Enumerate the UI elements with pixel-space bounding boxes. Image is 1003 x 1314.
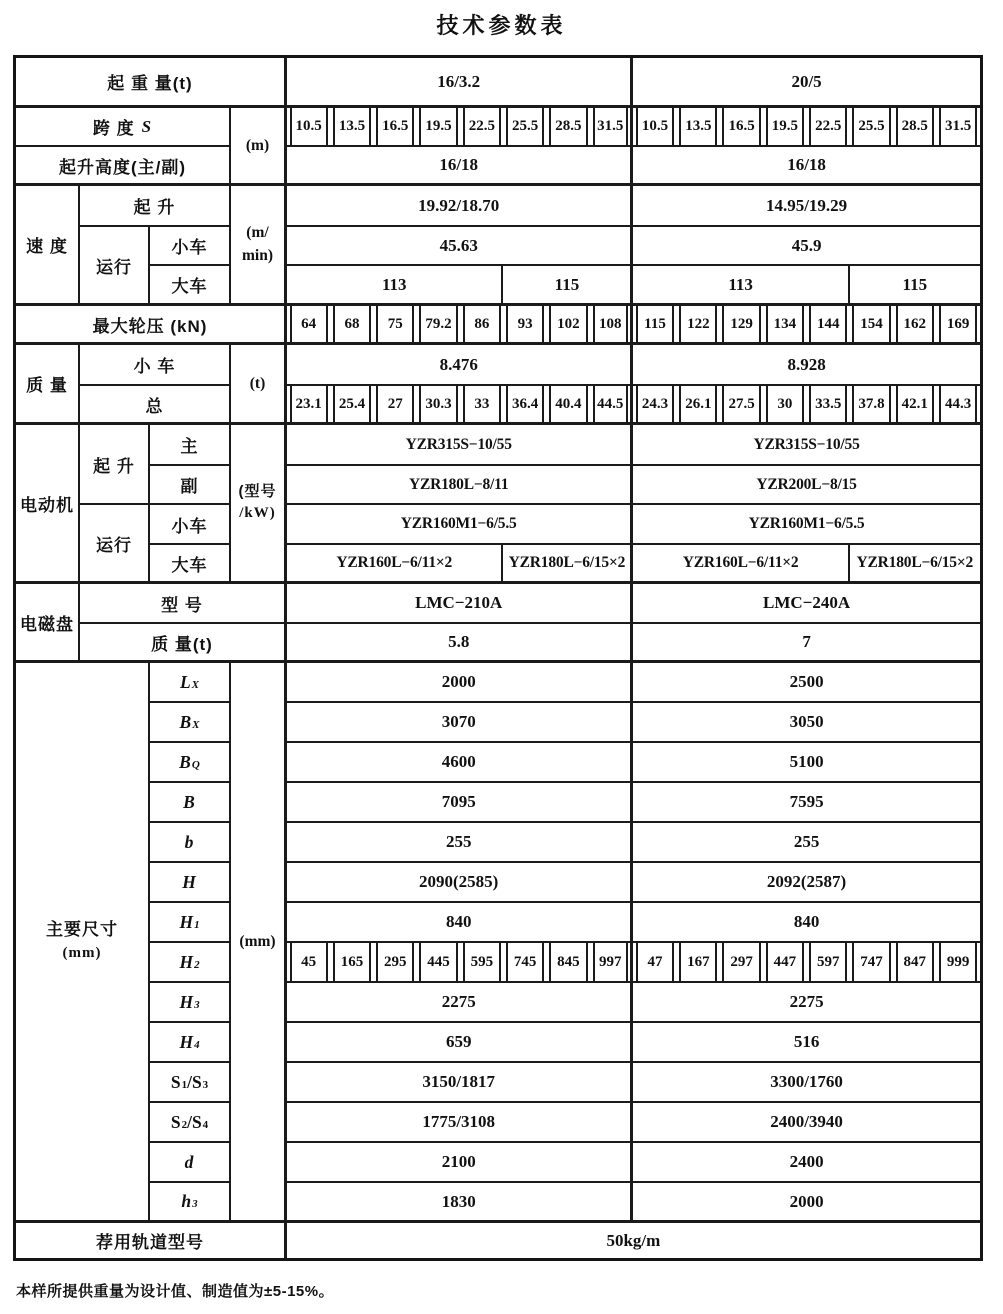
- wheel-pressure-value: [547, 306, 590, 345]
- dim-value: 1830: [287, 1183, 633, 1223]
- h2-value-text: 999: [939, 943, 977, 981]
- dim-symbol: [150, 983, 231, 1023]
- motor-bridge-value: YZR160L−6/11×2: [287, 545, 503, 584]
- h2-value: [807, 943, 850, 983]
- speed-hoist-value-2: 14.95/19.29: [633, 186, 979, 227]
- lift-height-value-1: 16/18: [287, 147, 633, 186]
- h2-value: [850, 943, 893, 983]
- wheel-pressure-value-text: 169: [939, 306, 977, 342]
- h2-value: [763, 943, 806, 983]
- span-value-text: 31.5: [593, 108, 628, 145]
- dim-symbol-sub: 1: [194, 918, 200, 931]
- total-mass-value: [633, 386, 676, 425]
- total-mass-value: [850, 386, 893, 425]
- span-value: [503, 108, 546, 147]
- span-value-text: 10.5: [290, 108, 328, 145]
- speed-unit: [231, 186, 287, 306]
- motor-bridge-value: YZR180L−6/15×2: [850, 545, 980, 584]
- span-value: [547, 108, 590, 147]
- wheel-pressure-value-text: 68: [333, 306, 371, 342]
- wheel-pressure-value-text: 144: [809, 306, 847, 342]
- span-value: [893, 108, 936, 147]
- total-mass-value: [330, 386, 373, 425]
- h2-value: [330, 943, 373, 983]
- span-value-text: 25.5: [506, 108, 544, 145]
- span-value-text: 16.5: [722, 108, 760, 145]
- mass-unit: (t): [231, 345, 287, 425]
- wheel-pressure-value: [287, 306, 330, 345]
- capacity-value-1: 16/3.2: [287, 58, 633, 108]
- wheel-pressure-value-text: 129: [722, 306, 760, 342]
- dim-symbol-sub: Q: [191, 758, 200, 771]
- wheel-pressure-value-text: 79.2: [419, 306, 457, 342]
- speed-trolley-label: 小车: [150, 227, 231, 266]
- speed-unit-line1: (m/: [246, 224, 269, 242]
- total-mass-value-text: 24.3: [636, 386, 674, 422]
- dim-symbol-sub: 3: [194, 998, 200, 1011]
- wheel-pressure-value-text: 154: [852, 306, 890, 342]
- speed-section-label: 速 度: [16, 186, 80, 306]
- wheel-pressure-value: [893, 306, 936, 345]
- wheel-pressure-value-text: 93: [506, 306, 544, 342]
- dim-value: 2275: [633, 983, 979, 1023]
- span-value: [807, 108, 850, 147]
- magnet-model-value-2: LMC−240A: [633, 584, 979, 624]
- span-value: [763, 108, 806, 147]
- wheel-pressure-value-text: 115: [636, 306, 674, 342]
- wheel-pressure-value: [936, 306, 979, 345]
- motor-hoist-label: 起 升: [80, 425, 150, 505]
- span-value: [374, 108, 417, 147]
- total-mass-value-text: 37.8: [852, 386, 890, 422]
- total-mass-value-text: 40.4: [549, 386, 587, 422]
- h2-value: [893, 943, 936, 983]
- h2-value-text: 747: [852, 943, 890, 981]
- span-value-text: 13.5: [679, 108, 717, 145]
- dim-symbol-base: d: [184, 1151, 194, 1172]
- span-value: [590, 108, 633, 147]
- h2-value-text: 745: [506, 943, 544, 981]
- h2-value: [503, 943, 546, 983]
- dim-symbol-sub: 4: [194, 1038, 200, 1051]
- h2-value-text: 445: [419, 943, 457, 981]
- dims-unit: (mm): [231, 663, 287, 1223]
- dim-value: 2500: [633, 663, 979, 703]
- total-mass-value: [893, 386, 936, 425]
- h2-value-text: 47: [636, 943, 674, 981]
- dims-section-label: [16, 663, 150, 1223]
- dim-symbol-sep: /: [187, 1071, 192, 1092]
- speed-bridge-label: 大车: [150, 266, 231, 306]
- h2-value-text: 165: [333, 943, 371, 981]
- span-value: [936, 108, 979, 147]
- speed-travel-label: 运行: [80, 227, 150, 306]
- total-mass-value: [374, 386, 417, 425]
- wheel-pressure-value: [330, 306, 373, 345]
- dim-value: 2100: [287, 1143, 633, 1183]
- total-mass-value-text: 44.5: [593, 386, 628, 422]
- dim-value: 4600: [287, 743, 633, 783]
- dim-value: 3300/1760: [633, 1063, 979, 1103]
- motor-trolley-label: 小车: [150, 505, 231, 545]
- motor-trolley-value-1: YZR160M1−6/5.5: [287, 505, 633, 545]
- dim-symbol: [150, 1183, 231, 1223]
- dim-symbol-base: H: [182, 871, 196, 892]
- page-title: 技术参数表: [436, 13, 567, 38]
- dim-symbol: [150, 1023, 231, 1063]
- rail-value: 50kg/m: [606, 1230, 661, 1250]
- dim-symbol-base: L: [179, 671, 191, 692]
- dim-symbol-sub2: 3: [202, 1078, 209, 1091]
- motor-bridge-value: YZR160L−6/11×2: [633, 545, 849, 584]
- total-mass-value-text: 25.4: [333, 386, 371, 422]
- motor-unit: [231, 425, 287, 584]
- motor-main-value-2: YZR315S−10/55: [633, 425, 979, 466]
- total-mass-value-text: 23.1: [290, 386, 328, 422]
- magnet-mass-value-1: 5.8: [287, 624, 633, 663]
- dim-symbol-base: H: [179, 911, 194, 932]
- h2-value: [460, 943, 503, 983]
- dim-symbol: [150, 903, 231, 943]
- speed-unit-line2: min): [242, 246, 273, 264]
- dim-value: 3070: [287, 703, 633, 743]
- h2-value: [677, 943, 720, 983]
- dim-symbol-sub: 3: [192, 1198, 198, 1210]
- speed-trolley-value-2: 45.9: [633, 227, 979, 266]
- mass-trolley-value-1: 8.476: [287, 345, 633, 386]
- dim-symbol: [150, 863, 231, 903]
- wheel-pressure-value: [503, 306, 546, 345]
- dim-value: 2400/3940: [633, 1103, 979, 1143]
- dim-value: 3150/1817: [287, 1063, 633, 1103]
- span-value-text: 31.5: [939, 108, 977, 145]
- dim-symbol: [150, 1143, 231, 1183]
- magnet-mass-label: 质 量(t): [80, 624, 287, 663]
- dim-value: 2275: [287, 983, 633, 1023]
- motor-bridge-value: YZR180L−6/15×2: [503, 545, 633, 584]
- total-mass-value: [547, 386, 590, 425]
- total-mass-value: [807, 386, 850, 425]
- span-value-text: 10.5: [636, 108, 674, 145]
- total-mass-value: [417, 386, 460, 425]
- total-mass-value: [503, 386, 546, 425]
- h2-value-text: 847: [896, 943, 934, 981]
- dim-symbol-base: H: [179, 1031, 194, 1052]
- total-mass-value: [590, 386, 633, 425]
- magnet-model-label: 型 号: [80, 584, 287, 624]
- total-mass-value-text: 33: [463, 386, 501, 422]
- motor-main-value-1: YZR315S−10/55: [287, 425, 633, 466]
- dim-symbol: [150, 663, 231, 703]
- wheel-pressure-value-text: 75: [376, 306, 414, 342]
- magnet-section-label: 电磁盘: [16, 584, 80, 663]
- mass-trolley-label: 小 车: [80, 345, 231, 386]
- total-mass-value-text: 27.5: [722, 386, 760, 422]
- wheel-pressure-value: [374, 306, 417, 345]
- h2-value-text: 997: [593, 943, 628, 981]
- span-value: [720, 108, 763, 147]
- dim-value: 255: [287, 823, 633, 863]
- total-mass-value-text: 44.3: [939, 386, 977, 422]
- dim-symbol-sub: 2: [194, 958, 200, 971]
- lift-height-label: 起升高度(主/副): [16, 147, 231, 186]
- speed-bridge-value: 115: [503, 266, 633, 306]
- motor-trolley-value-2: YZR160M1−6/5.5: [633, 505, 979, 545]
- h2-value-text: 297: [722, 943, 760, 981]
- h2-value: [936, 943, 979, 983]
- wheel-pressure-value-text: 108: [593, 306, 628, 342]
- dim-value: 2000: [287, 663, 633, 703]
- dim-symbol-base2: S: [191, 1111, 202, 1132]
- span-unit: (m): [231, 108, 287, 186]
- wheel-pressure-value-text: 86: [463, 306, 501, 342]
- span-value-text: 13.5: [333, 108, 371, 145]
- span-value-text: 19.5: [766, 108, 804, 145]
- dim-value: 7095: [287, 783, 633, 823]
- dim-symbol: [150, 1063, 231, 1103]
- wheel-pressure-value-text: 64: [290, 306, 328, 342]
- wheel-pressure-value: [633, 306, 676, 345]
- span-symbol: S: [141, 116, 153, 136]
- wheel-pressure-value: [417, 306, 460, 345]
- h2-value-text: 45: [290, 943, 328, 981]
- motor-aux-value-1: YZR180L−8/11: [287, 466, 633, 505]
- h2-value-text: 597: [809, 943, 847, 981]
- h2-value: [633, 943, 676, 983]
- motor-unit-line2: /kW): [239, 505, 276, 521]
- motor-unit-line1: (型号: [238, 483, 277, 501]
- dim-symbol: [150, 823, 231, 863]
- dims-label-unit: (mm): [62, 944, 102, 961]
- speed-bridge-value: 113: [633, 266, 849, 306]
- h2-value: [547, 943, 590, 983]
- magnet-mass-value-2: 7: [633, 624, 979, 663]
- speed-hoist-label: 起 升: [80, 186, 231, 227]
- magnet-model-value-1: LMC−210A: [287, 584, 633, 624]
- total-mass-value-text: 26.1: [679, 386, 717, 422]
- span-value: [330, 108, 373, 147]
- total-mass-value: [936, 386, 979, 425]
- total-mass-value-text: 30.3: [419, 386, 457, 422]
- wheel-pressure-value-text: 102: [549, 306, 587, 342]
- span-label-text: 跨 度: [92, 119, 135, 138]
- dim-symbol-base: h: [181, 1191, 192, 1211]
- h2-value: [720, 943, 763, 983]
- dim-value: 516: [633, 1023, 979, 1063]
- mass-section-label: 质 量: [16, 345, 80, 425]
- dim-symbol-base: H: [179, 951, 194, 972]
- h2-value-text: 295: [376, 943, 414, 981]
- h2-value: [590, 943, 633, 983]
- spec-table: [13, 55, 983, 1261]
- dim-value: 659: [287, 1023, 633, 1063]
- h2-value-text: 447: [766, 943, 804, 981]
- speed-hoist-value-1: 19.92/18.70: [287, 186, 633, 227]
- dim-value: 1775/3108: [287, 1103, 633, 1143]
- h2-value-text: 595: [463, 943, 501, 981]
- dim-symbol-base: B: [179, 711, 192, 732]
- mass-trolley-value-2: 8.928: [633, 345, 979, 386]
- span-value: [850, 108, 893, 147]
- dim-symbol: [150, 1103, 231, 1143]
- dim-value: 3050: [633, 703, 979, 743]
- span-label: [16, 108, 231, 147]
- dim-symbol-sep: /: [187, 1111, 192, 1132]
- span-value-text: 22.5: [463, 108, 501, 145]
- speed-bridge-value: 115: [850, 266, 980, 306]
- span-value-text: 22.5: [809, 108, 847, 145]
- dims-label-text: 主要尺寸: [46, 920, 118, 940]
- dim-value: 840: [633, 903, 979, 943]
- h2-value: [417, 943, 460, 983]
- total-mass-value-text: 27: [376, 386, 414, 422]
- h2-value: [287, 943, 330, 983]
- motor-aux-value-2: YZR200L−8/15: [633, 466, 979, 505]
- speed-bridge-value: 113: [287, 266, 503, 306]
- span-value: [287, 108, 330, 147]
- wheel-pressure-value: [720, 306, 763, 345]
- dim-value: 7595: [633, 783, 979, 823]
- dim-value: 255: [633, 823, 979, 863]
- total-mass-value: [763, 386, 806, 425]
- dim-symbol-base: S: [170, 1071, 181, 1092]
- dim-symbol-base: b: [184, 831, 194, 852]
- span-value: [417, 108, 460, 147]
- motor-travel-label: 运行: [80, 505, 150, 584]
- total-mass-value: [720, 386, 763, 425]
- wheel-pressure-value-text: 162: [896, 306, 934, 342]
- lift-height-value-2: 16/18: [633, 147, 979, 186]
- wheel-pressure-value: [590, 306, 633, 345]
- wheel-pressure-value-text: 134: [766, 306, 804, 342]
- dim-symbol-sub: 2: [181, 1118, 188, 1131]
- dim-value: 5100: [633, 743, 979, 783]
- span-value-text: 25.5: [852, 108, 890, 145]
- span-value-text: 16.5: [376, 108, 414, 145]
- h2-value-text: 167: [679, 943, 717, 981]
- dim-symbol-base: H: [179, 991, 194, 1012]
- footnote: 本样所提供重量为设计值、制造值为±5-15%。: [16, 1283, 335, 1300]
- wheel-pressure-value: [850, 306, 893, 345]
- dim-symbol-base2: S: [191, 1071, 202, 1092]
- total-mass-value: [677, 386, 720, 425]
- dim-symbol-base: S: [170, 1111, 181, 1132]
- total-mass-value-text: 36.4: [506, 386, 544, 422]
- total-mass-value-text: 33.5: [809, 386, 847, 422]
- dim-symbol: [150, 703, 231, 743]
- dim-symbol-sub2: 4: [202, 1118, 209, 1131]
- h2-value-text: 845: [549, 943, 587, 981]
- total-mass-value-text: 42.1: [896, 386, 934, 422]
- motor-main-label: 主: [150, 425, 231, 466]
- dim-symbol: [150, 783, 231, 823]
- wheel-pressure-label: 最大轮压 (kN): [16, 306, 287, 345]
- h2-value: [374, 943, 417, 983]
- motor-aux-label: 副: [150, 466, 231, 505]
- span-value-text: 19.5: [419, 108, 457, 145]
- total-mass-value: [460, 386, 503, 425]
- capacity-label: 起 重 量(t): [16, 58, 287, 108]
- dim-symbol-base: B: [179, 751, 191, 772]
- dim-value: 2400: [633, 1143, 979, 1183]
- total-mass-value-text: 30: [766, 386, 804, 422]
- dim-symbol-base: B: [183, 791, 195, 812]
- wheel-pressure-value: [460, 306, 503, 345]
- motor-bridge-label: 大车: [150, 545, 231, 584]
- wheel-pressure-value-text: 122: [679, 306, 717, 342]
- dim-value: 840: [287, 903, 633, 943]
- speed-trolley-value-1: 45.63: [287, 227, 633, 266]
- total-mass-value: [287, 386, 330, 425]
- dim-symbol: [150, 743, 231, 783]
- span-value: [677, 108, 720, 147]
- wheel-pressure-value: [677, 306, 720, 345]
- dim-symbol-sub: X: [192, 718, 200, 731]
- dim-symbol-sub: X: [191, 678, 200, 691]
- mass-total-label: 总: [80, 386, 231, 425]
- span-value: [460, 108, 503, 147]
- capacity-value-2: 20/5: [633, 58, 979, 108]
- dim-value: 2000: [633, 1183, 979, 1223]
- wheel-pressure-value: [763, 306, 806, 345]
- dim-value: 2090(2585): [287, 863, 633, 903]
- rail-label: 荐用轨道型号: [16, 1223, 287, 1258]
- wheel-pressure-value: [807, 306, 850, 345]
- dim-value: 2092(2587): [633, 863, 979, 903]
- span-value-text: 28.5: [896, 108, 934, 145]
- dim-symbol-sub: 1: [181, 1078, 188, 1091]
- span-value: [633, 108, 676, 147]
- span-value-text: 28.5: [549, 108, 587, 145]
- dim-symbol: [150, 943, 231, 983]
- motor-section-label: 电动机: [16, 425, 80, 584]
